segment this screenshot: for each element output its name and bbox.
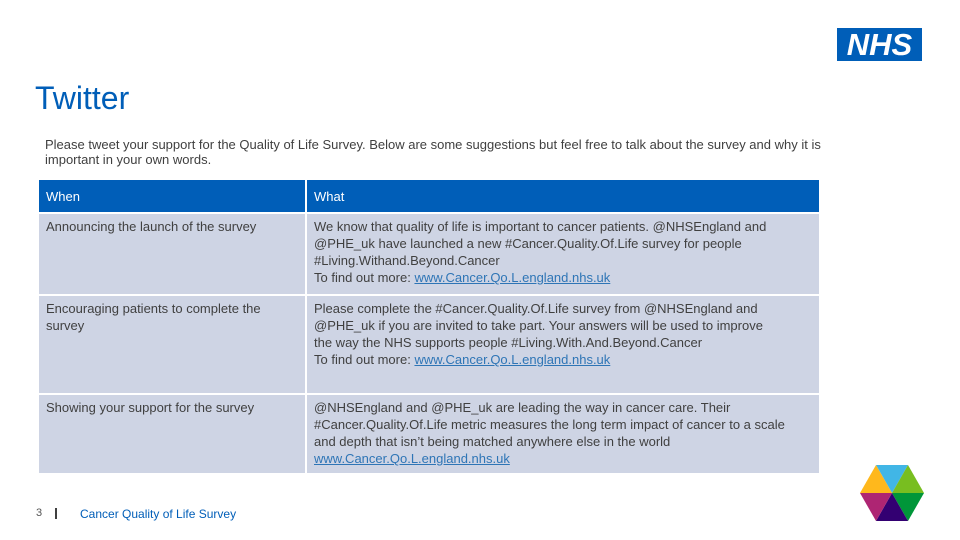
tweet-line: and depth that isn’t being matched anywhere else in the world <box>314 434 671 449</box>
page-number: 3 <box>36 507 43 519</box>
footer-divider <box>55 508 57 519</box>
find-out-more <box>314 269 812 286</box>
survey-link[interactable]: www.Cancer.Qo.L.england.nhs.uk <box>314 451 510 466</box>
when-cell: Showing your support for the survey <box>38 394 306 474</box>
find-out-more-prefix: To find out more: <box>314 352 415 367</box>
tweet-line: Please complete the #Cancer.Quality.Of.Life survey from @NHSEngland and <box>314 301 758 316</box>
what-cell <box>306 213 820 295</box>
tweet-line: @PHE_uk if you are invited to take part. Your answers will be used to improve <box>314 318 763 333</box>
table-row <box>38 394 820 474</box>
nhs-logo: NHS <box>837 28 922 61</box>
hexagon-logo-icon <box>860 465 924 521</box>
when-cell: Encouraging patients to complete the survey <box>38 295 306 394</box>
tweet-line: We know that quality of life is important to cancer patients. @NHSEngland and <box>314 219 767 234</box>
tweet-line: #Cancer.Quality.Of.Life metric measures the long term impact of cancer to a scale <box>314 417 785 432</box>
header-what: What <box>306 179 820 213</box>
what-cell <box>306 394 820 474</box>
find-out-more <box>314 450 812 467</box>
what-cell <box>306 295 820 394</box>
survey-link[interactable]: www.Cancer.Qo.L.england.nhs.uk <box>414 270 611 285</box>
tweet-line: @PHE_uk have launched a new #Cancer.Quality.Of.Life survey for people <box>314 236 742 251</box>
tweet-suggestions-table <box>37 178 821 475</box>
table-row <box>38 213 820 295</box>
tweet-line: #Living.Withand.Beyond.Cancer <box>314 253 500 268</box>
table-header-row <box>38 179 820 213</box>
page-title: Twitter <box>35 80 130 116</box>
tweet-line: @NHSEngland and @PHE_uk are leading the way in cancer care. Their <box>314 400 731 415</box>
find-out-more <box>314 351 812 368</box>
intro-text: Please tweet your support for the Quality of Life Survey. Below are some suggestions but feel free to talk about the survey and why it is important in your own words. <box>45 137 821 167</box>
header-when: When <box>38 179 306 213</box>
survey-link[interactable]: www.Cancer.Qo.L.england.nhs.uk <box>414 352 611 367</box>
table-row <box>38 295 820 394</box>
footer-label: Cancer Quality of Life Survey <box>80 507 237 521</box>
tweet-line: the way the NHS supports people #Living.With.And.Beyond.Cancer <box>314 335 703 350</box>
when-cell: Announcing the launch of the survey <box>38 213 306 295</box>
find-out-more-prefix: To find out more: <box>314 270 415 285</box>
